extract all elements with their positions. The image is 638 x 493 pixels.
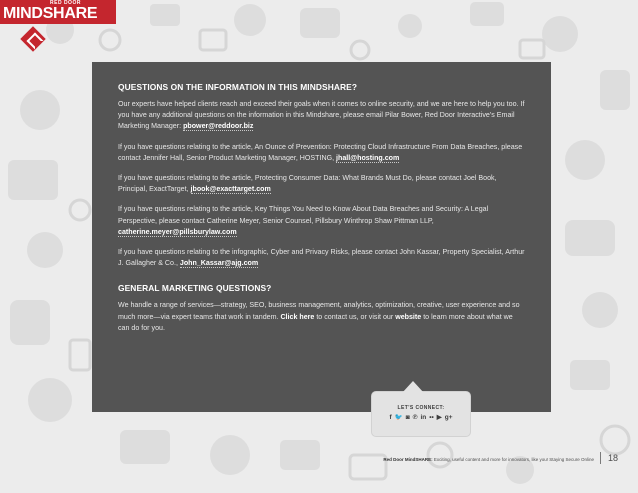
facebook-icon[interactable]: f <box>389 414 392 421</box>
footer-brand: Red Door MindSHARE: <box>383 457 433 462</box>
article2-text: If you have questions relating to the article, Protecting Consumer Data: What Brands Must Do, please contact Joel Book, Principal, ExactTarget, <box>118 174 497 194</box>
intro-email-link[interactable]: pbower@reddoor.biz <box>183 122 254 131</box>
footer-tagline <box>383 457 594 462</box>
google-plus-icon[interactable]: g+ <box>444 414 453 421</box>
click-here-link[interactable]: Click here <box>280 312 315 321</box>
general-paragraph <box>118 300 525 334</box>
intro-paragraph <box>118 99 525 133</box>
instagram-icon[interactable]: ◙ <box>405 414 410 421</box>
infographic-email-link[interactable]: John_Kassar@ajg.com <box>179 259 259 268</box>
brand-wordmark-bold: MIND <box>3 5 43 22</box>
brand-wordmark-rest: SHARE <box>42 5 98 22</box>
social-icons <box>378 414 464 422</box>
lets-connect-label: LET’S CONNECT: <box>397 405 445 411</box>
general-heading: GENERAL MARKETING QUESTIONS? <box>118 283 272 294</box>
linkedin-icon[interactable]: in <box>420 414 427 421</box>
contact-info-panel <box>92 62 551 412</box>
brand-logo <box>0 0 116 24</box>
intro-text: Our experts have helped clients reach and exceed their goals when it comes to online security, and we are here to help you too. If you have any additional questions on the information in this Mindshare, please email Pilar Bower, Red Door Interactive’s Email Marketing Manager: <box>118 100 525 131</box>
brand-super-text: RED DOOR <box>50 0 81 6</box>
article3-email-link[interactable]: catherine.meyer@pillsburylaw.com <box>118 227 237 236</box>
brand-wordmark <box>3 5 97 23</box>
general-text1: We handle a range of services—strategy, SEO, business management, analytics, optimization, creative, user experience and so much more—via expert teams that work in tandem. <box>118 301 520 321</box>
article2-paragraph <box>118 173 525 195</box>
youtube-icon[interactable]: ▶ <box>436 414 442 421</box>
pinterest-icon[interactable]: ℗ <box>412 414 418 421</box>
article3-paragraph <box>118 204 525 238</box>
article1-paragraph <box>118 142 525 164</box>
lets-connect-bubble <box>372 392 470 436</box>
article2-email-link[interactable]: jbook@exacttarget.com <box>190 185 271 194</box>
article1-text: If you have questions relating to the article, An Ounce of Prevention: Protecting Cloud Infrastructure From Data Breaches, please contact Jennifer Hall, Senior Product Marketing Manager, HOSTING, <box>118 142 523 162</box>
questions-heading: QUESTIONS ON THE INFORMATION IN THIS MINDSHARE? <box>118 82 358 92</box>
general-text2: to contact us, or visit our <box>314 312 396 321</box>
infographic-text: If you have questions relating to the infographic, Cyber and Privacy Risks, please contact John Kassar, Property Specialist, Arthur J. Gallagher & Co., <box>118 248 525 268</box>
footer-tagline-text: Exciting, useful content and more for innovators, like you! Staying Secure Online <box>432 457 594 462</box>
general-text3: to learn more about what we can do for you. <box>118 312 513 332</box>
article3-text: If you have questions relating to the article, Key Things You Need to Know About Data Breaches and Security: A Legal Perspective, please contact Catherine Meyer, Senior Counsel, Pillsbury Winthrop Shaw Pittman LLP, <box>118 205 489 225</box>
article1-email-link[interactable]: jhall@hosting.com <box>336 153 400 162</box>
flickr-icon[interactable]: •• <box>429 414 434 421</box>
website-link[interactable]: website <box>395 312 422 321</box>
page-number: 18 <box>600 452 618 464</box>
twitter-icon[interactable]: 🐦 <box>394 414 403 421</box>
infographic-paragraph <box>118 247 525 269</box>
